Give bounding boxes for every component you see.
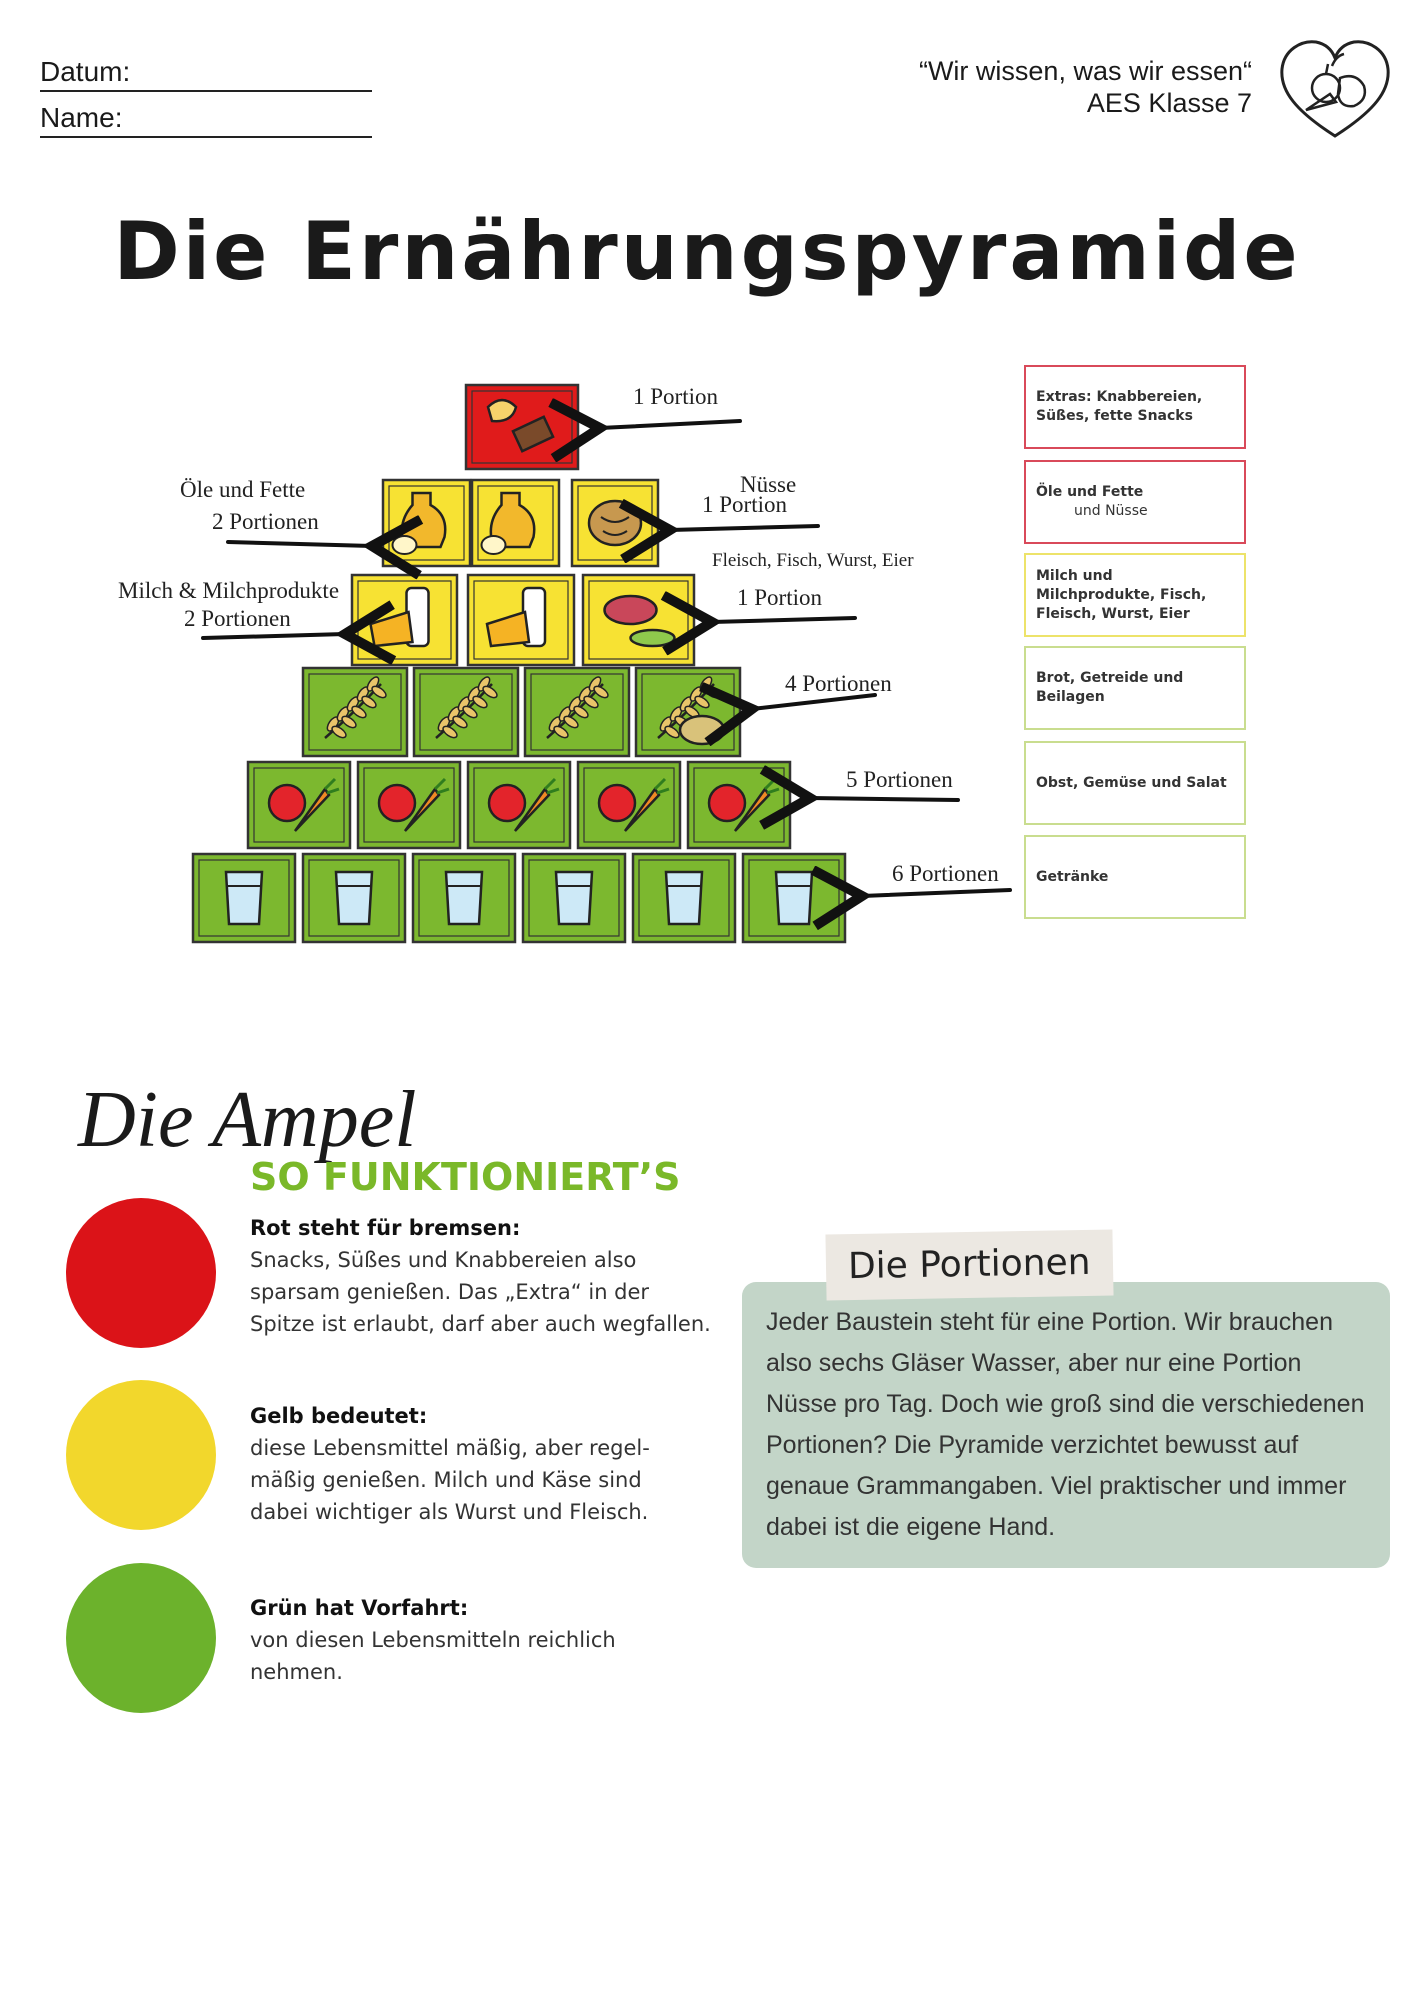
glass-icon	[776, 872, 812, 924]
arrow-nuesse	[670, 526, 818, 530]
legend-brot	[1024, 646, 1246, 730]
legend-text: Brot, Getreide und Beilagen	[1036, 670, 1184, 705]
nut-icon	[589, 501, 641, 545]
label-milch-portion: 2 Portionen	[184, 606, 291, 631]
arrow-milch	[203, 634, 345, 638]
arrow-obst	[810, 798, 958, 800]
legend-getraenke	[1024, 835, 1246, 919]
glass-icon	[666, 872, 702, 924]
yellow-light	[66, 1380, 216, 1530]
green-light	[66, 1563, 216, 1713]
label-oele-portion: 2 Portionen	[212, 509, 319, 534]
ampel-yellow-text	[250, 1400, 670, 1528]
portionen-box	[742, 1282, 1390, 1568]
legend-milch	[1024, 553, 1246, 637]
legend-text: Extras: Knabbereien, Süßes, fette Snacks	[1036, 389, 1203, 424]
portionen-text: Jeder Baustein steht für eine Portion. Wir brauchen also sechs Gläser Wasser, aber nur eine Portion Nüsse pro Tag. Doch wie groß sind die verschiedenen Portionen? Die Pyramide verzichtet bewusst auf genaue Grammangaben. Viel praktischer und immer dabei ist die eigene Hand.	[766, 1308, 1365, 1541]
name-label: Name:	[40, 102, 123, 133]
motto	[919, 55, 1252, 119]
ampel-red-text	[250, 1212, 720, 1340]
heart-vegetables-logo	[1276, 36, 1394, 144]
arrow-getraenke	[862, 890, 1010, 896]
label-fleisch-portion: 1 Portion	[737, 585, 822, 610]
motto-text: “Wir wissen, was wir essen“	[918, 56, 1252, 86]
page-title: Die Ernährungspyramide	[113, 205, 1301, 298]
arrow-brot	[752, 695, 875, 709]
arrow-extras	[600, 421, 740, 428]
label-fleisch-title: Fleisch, Fisch, Wurst, Eier	[712, 550, 914, 571]
label-milch-title: Milch & Milchprodukte	[118, 578, 340, 603]
label-nuesse-title: Nüsse	[740, 472, 797, 497]
ampel-yellow-title: Gelb bedeutet:	[250, 1404, 428, 1428]
datum-label: Datum:	[40, 56, 131, 87]
label-extras: 1 Portion	[633, 384, 718, 409]
name-line[interactable]	[40, 136, 372, 138]
ampel-green-text	[250, 1592, 670, 1688]
ampel-red-title: Rot steht für bremsen:	[250, 1216, 521, 1240]
legend-text-2: und Nüsse	[1074, 503, 1148, 519]
legend-text: Öle und Fette	[1036, 484, 1144, 500]
ampel-green-body: von diesen Lebensmitteln reichlich nehmen.	[250, 1628, 616, 1684]
ampel-red-body: Snacks, Süßes und Knabbereien also sparsam genießen. Das „Extra“ in der Spitze ist erlaubt, darf aber auch wegfallen.	[250, 1248, 711, 1336]
arrow-fleisch	[712, 618, 855, 622]
glass-icon	[226, 872, 262, 924]
ampel-green-title: Grün hat Vorfahrt:	[250, 1596, 469, 1620]
ampel-heading: Die Ampel	[78, 1076, 417, 1164]
red-light	[66, 1198, 216, 1348]
label-brot: 4 Portionen	[785, 671, 892, 696]
glass-icon	[556, 872, 592, 924]
label-obst: 5 Portionen	[846, 767, 953, 792]
label-nuesse-portion: 1 Portion	[702, 492, 787, 517]
ampel-subheading: SO FUNKTIONIERT’S	[250, 1155, 681, 1199]
arrow-oele	[228, 542, 372, 546]
datum-line[interactable]	[40, 90, 372, 92]
legend-text: Milch und Milchprodukte, Fisch, Fleisch, Wurst, Eier	[1036, 567, 1207, 622]
legend-extras	[1024, 365, 1246, 449]
label-oele-title: Öle und Fette	[180, 477, 306, 502]
glass-icon	[446, 872, 482, 924]
class-label: AES Klasse 7	[1086, 88, 1252, 118]
glass-icon	[336, 872, 372, 924]
label-getraenke: 6 Portionen	[892, 861, 999, 886]
legend-text: Getränke	[1036, 868, 1109, 885]
ampel-yellow-body: diese Lebensmittel mäßig, aber regelmäßig genießen. Milch und Käse sind dabei wichtiger als Wurst und Fleisch.	[250, 1436, 650, 1524]
portionen-title: Die Portionen	[825, 1230, 1113, 1301]
legend-text: Obst, Gemüse und Salat	[1036, 774, 1227, 791]
legend-oele	[1024, 460, 1246, 544]
legend-obst	[1024, 741, 1246, 825]
